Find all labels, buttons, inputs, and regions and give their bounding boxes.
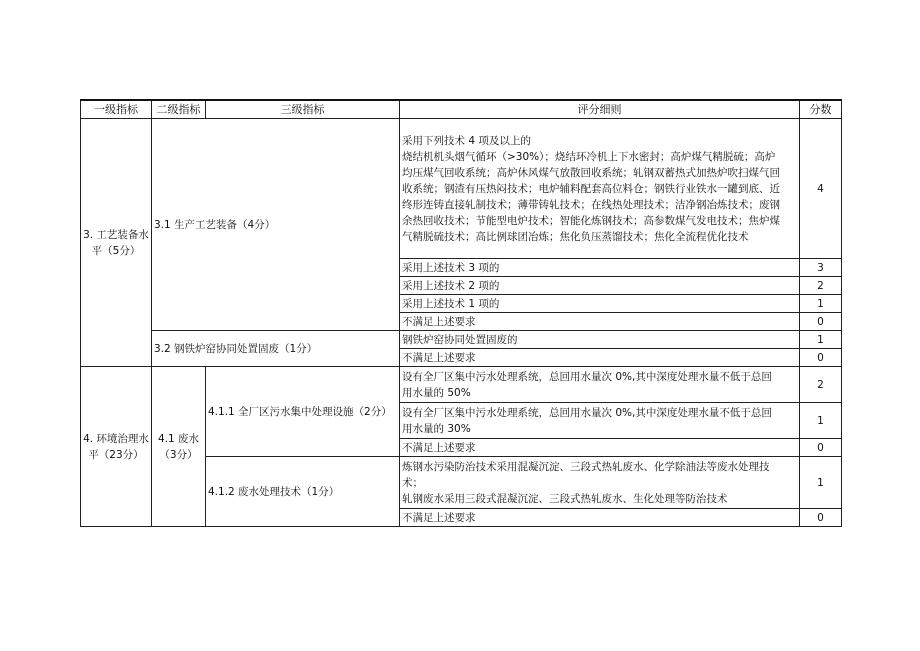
criteria-cell: 采用上述技术 2 项的	[400, 277, 800, 295]
level2-cell: 4.1 废水（3分）	[152, 367, 206, 527]
level3-cell: 4.1.1 全厂区污水集中处理设施（2分）	[206, 367, 400, 457]
score-cell: 1	[800, 457, 842, 509]
criteria-cell: 不满足上述要求	[400, 313, 800, 331]
criteria-cell: 炼钢水污染防治技术采用混凝沉淀、三段式热轧废水、化学除油法等废水处理技 术； 轧钢废水采用三段式混凝沉淀、三段式热轧废水、生化处理等防治技术	[400, 457, 800, 509]
score-cell: 4	[800, 119, 842, 259]
criteria-cell: 采用上述技术 3 项的	[400, 259, 800, 277]
header-level1: 一级指标	[81, 100, 152, 119]
criteria-cell: 采用上述技术 1 项的	[400, 295, 800, 313]
level1-cell: 4. 环境治理水平（23分）	[81, 367, 152, 527]
score-cell: 1	[800, 403, 842, 439]
header-row	[81, 100, 842, 119]
criteria-cell: 设有全厂区集中污水处理系统，总回用水量次 0%,其中深度处理水量不低于总回 用水量的 50%	[400, 367, 800, 403]
score-cell: 0	[800, 313, 842, 331]
score-cell: 2	[800, 277, 842, 295]
criteria-cell: 设有全厂区集中污水处理系统，总回用水量次 0%,其中深度处理水量不低于总回 用水量的 30%	[400, 403, 800, 439]
score-cell: 0	[800, 349, 842, 367]
criteria-cell: 不满足上述要求	[400, 349, 800, 367]
table-row	[81, 119, 842, 259]
level3-cell: 4.1.2 废水处理技术（1分）	[206, 457, 400, 527]
level1-cell: 3. 工艺装备水平（5分）	[81, 119, 152, 367]
criteria-cell: 钢铁炉窑协同处置固废的	[400, 331, 800, 349]
score-cell: 3	[800, 259, 842, 277]
score-cell: 0	[800, 439, 842, 457]
score-cell: 1	[800, 331, 842, 349]
criteria-cell: 不满足上述要求	[400, 509, 800, 527]
table-row	[81, 331, 842, 349]
criteria-cell: 不满足上述要求	[400, 439, 800, 457]
level2-cell: 3.1 生产工艺装备（4分）	[152, 119, 400, 331]
header-level2: 二级指标	[152, 100, 206, 119]
criteria-cell: 采用下列技术 4 项及以上的 烧结机机头烟气循环（>30%）；烧结环冷机上下水密封；高炉煤气精脱硫；高炉 均压煤气回收系统；高炉休风煤气放散回收系统；轧钢双蓄热式加热炉吹扫煤气回 收系统；钢渣有压热闷技术；电炉辅料配套高位料仓；钢铁行业铁水一罐到底、近 终形连铸直接轧制技术；薄带铸轧技术；在线热处理技术；洁净钢冶炼技术；废钢 余热回收技术；节能型电炉技术；智能化炼钢技术；高参数煤气发电技术；焦炉煤 气精脱硫技术；高比例球团冶炼；焦化负压蒸馏技术；焦化全流程优化技术	[400, 119, 800, 259]
score-cell: 0	[800, 509, 842, 527]
score-cell: 1	[800, 295, 842, 313]
score-cell: 2	[800, 367, 842, 403]
scoring-table	[80, 99, 842, 527]
header-score: 分数	[800, 100, 842, 119]
table-row	[81, 367, 842, 403]
header-level3: 三级指标	[206, 100, 400, 119]
header-criteria: 评分细则	[400, 100, 800, 119]
level2-cell: 3.2 钢铁炉窑协同处置固废（1分）	[152, 331, 400, 367]
